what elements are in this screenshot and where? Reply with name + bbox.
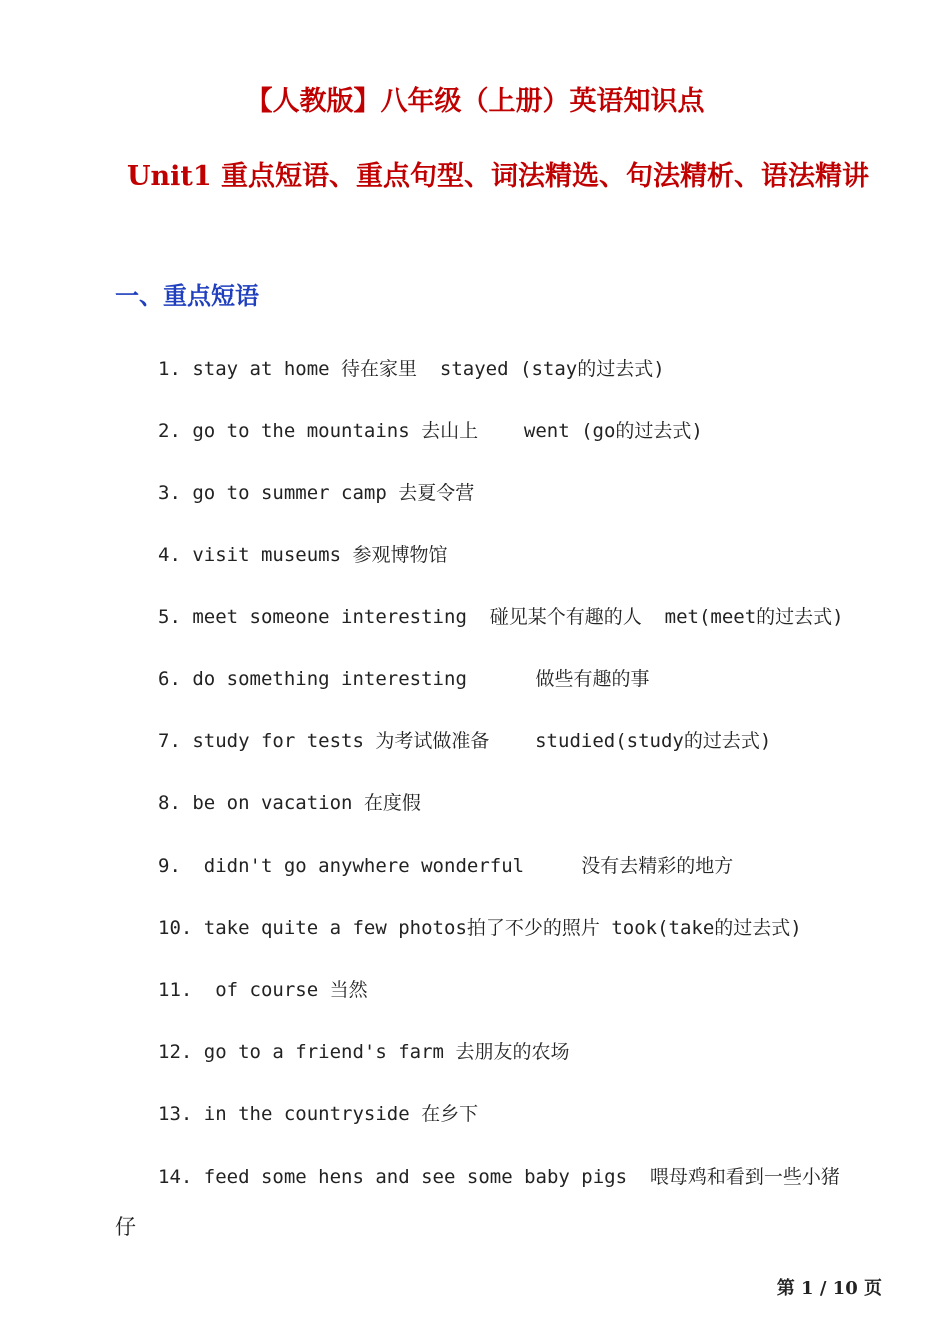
phrase-item-2: 2. go to the mountains 去山上 went (go的过去式) [158, 420, 703, 442]
phrase-item-3: 3. go to summer camp 去夏令营 [158, 482, 475, 504]
phrase-item-1: 1. stay at home 待在家里 stayed (stay的过去式) [158, 358, 665, 380]
phrase-item-6: 6. do something interesting 做些有趣的事 [158, 668, 650, 690]
phrase-item-13: 13. in the countryside 在乡下 [158, 1103, 479, 1125]
phrase-item-14-continuation: 仔 [115, 1215, 136, 1239]
phrase-item-11: 11. of course 当然 [158, 979, 368, 1001]
phrase-item-8: 8. be on vacation 在度假 [158, 792, 421, 814]
section-heading: 一、重点短语 [115, 281, 259, 310]
phrase-item-10: 10. take quite a few photos拍了不少的照片 took(take的过去式) [158, 917, 802, 939]
phrase-item-4: 4. visit museums 参观博物馆 [158, 544, 448, 566]
phrase-item-7: 7. study for tests 为考试做准备 studied(study的过去式) [158, 730, 772, 752]
phrase-item-5: 5. meet someone interesting 碰见某个有趣的人 met(meet的过去式) [158, 606, 844, 628]
phrase-item-9: 9. didn't go anywhere wonderful 没有去精彩的地方 [158, 855, 734, 877]
document-title: 【人教版】八年级（上册）英语知识点 [245, 86, 705, 117]
phrase-item-12: 12. go to a friend's farm 去朋友的农场 [158, 1041, 570, 1063]
document-subtitle: Unit1 重点短语、重点句型、词法精选、句法精析、语法精讲 [126, 161, 870, 192]
page-number: 第 1 / 10 页 [776, 1278, 882, 1299]
phrase-item-14: 14. feed some hens and see some baby pigs 喂母鸡和看到一些小猪 [158, 1166, 840, 1188]
